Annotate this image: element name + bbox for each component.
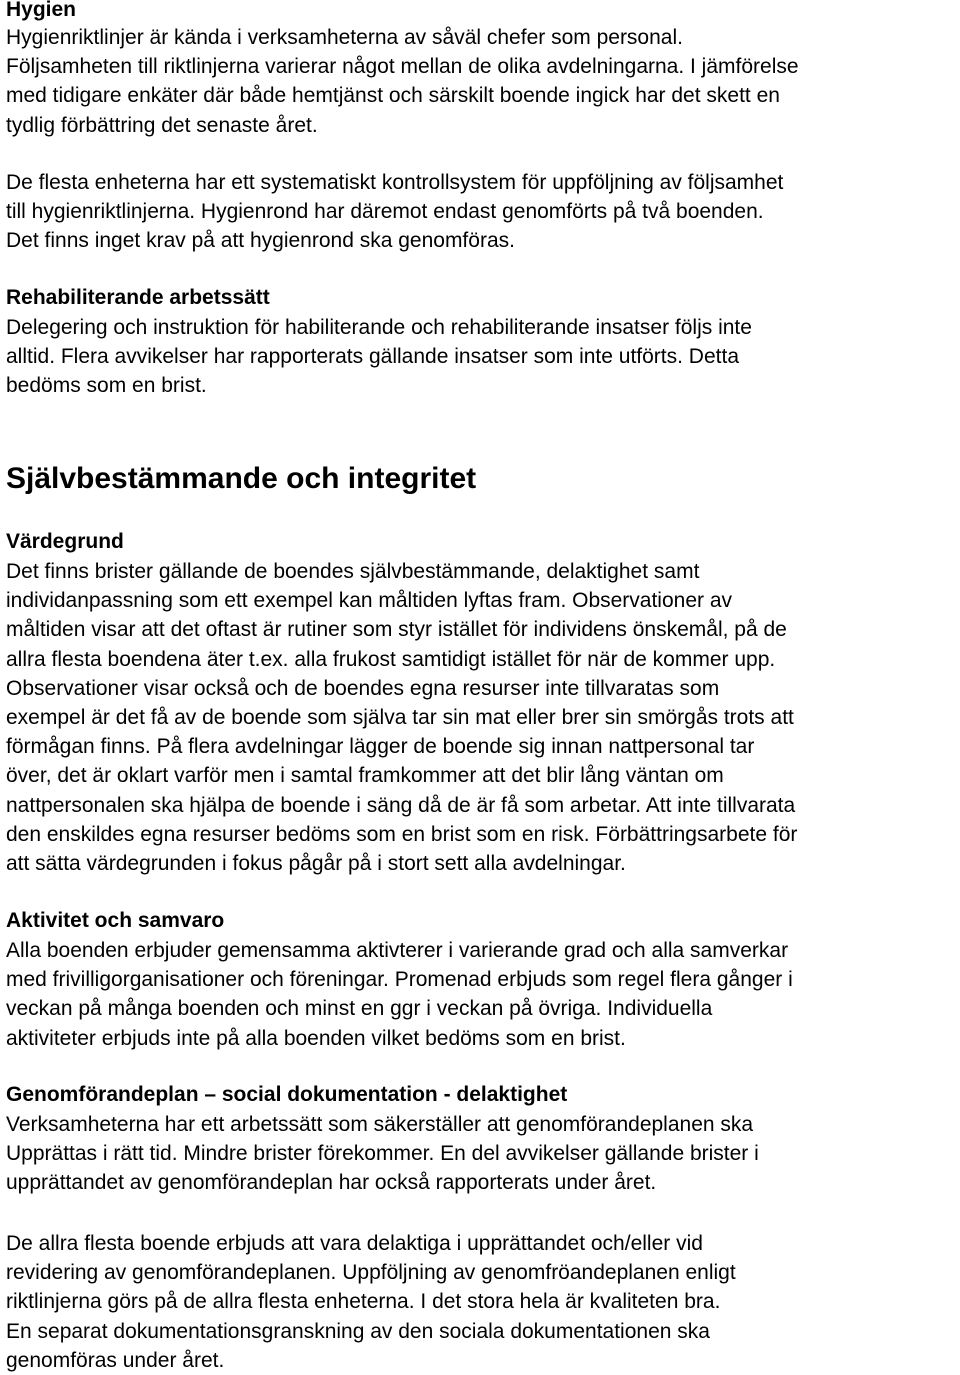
text-line: med tidigare enkäter där både hemtjänst och särskilt boende ingick har det skett en <box>6 84 780 108</box>
text-line: De flesta enheterna har ett systematiskt kontrollsystem för uppföljning av följsamhet <box>6 171 784 194</box>
section-heading-aktivitet: Aktivitet och samvaro <box>6 909 225 932</box>
text-line: att sätta värdegrunden i fokus pågår på i stort sett alla avdelningar. <box>6 852 626 876</box>
text-line: bedöms som en brist. <box>6 374 207 398</box>
text-line: Följsamheten till riktlinjerna varierar något mellan de olika avdelningarna. I jämförelse <box>6 55 799 79</box>
section-aktivitet <box>6 909 954 1053</box>
text-line: upprättandet av genomförandeplan har också rapporterats under året. <box>6 1171 657 1195</box>
text-line: revidering av genomförandeplanen. Uppföljning av genomfröandeplanen enligt <box>6 1261 736 1285</box>
paragraph-vardegrund-1 <box>6 557 954 878</box>
text-line: exempel är det få av de boende som själva tar sin mat eller brer sin smörgås trots att <box>6 706 794 730</box>
text-line: individanpassning som ett exempel kan måltiden lyftas fram. Observationer av <box>6 589 733 613</box>
section-heading-genomforande: Genomförandeplan – social dokumentation - delaktighet <box>6 1083 568 1106</box>
text-line: den enskildes egna resurser bedöms som en brist som en risk. Förbättringsarbete för <box>6 822 798 846</box>
text-line: Alla boenden erbjuder gemensamma aktivterer i varierande grad och alla samverkar <box>6 939 789 962</box>
section-heading-hygien: Hygien <box>6 0 77 21</box>
paragraph-hygien-1 <box>6 23 954 140</box>
section-hygien-cont <box>6 168 954 256</box>
paragraph-genomforande-1 <box>6 1110 954 1198</box>
text-line: En separat dokumentationsgranskning av den sociala dokumentationen ska <box>6 1319 710 1343</box>
paragraph-genomforande-2 <box>6 1229 954 1375</box>
text-line: till hygienriktlinjerna. Hygienrond har däremot endast genomförts på två boenden. <box>6 200 764 224</box>
text-line: nattpersonalen ska hjälpa de boende i säng då de är få som arbetar. Att inte tillvarata <box>6 793 796 817</box>
text-line: Upprättas i rätt tid. Mindre brister förekommer. En del avvikelser gällande brister i <box>6 1142 759 1166</box>
paragraph-rehab-1 <box>6 313 954 401</box>
text-line: De allra flesta boende erbjuds att vara delaktiga i upprättandet och/eller vid <box>6 1232 703 1255</box>
text-line: aktiviteter erbjuds inte på alla boenden vilket bedöms som en brist. <box>6 1026 626 1050</box>
text-line: riktlinjerna görs på de allra flesta enheterna. I det stora hela är kvaliteten bra. <box>6 1290 721 1314</box>
page-title: Självbestämmande och integritet <box>6 462 477 495</box>
text-line: Verksamheterna har ett arbetssätt som säkerställer att genomförandeplanen ska <box>6 1113 754 1136</box>
paragraph-hygien-2 <box>6 168 954 256</box>
section-genomforande-cont <box>6 1229 954 1375</box>
text-line: allra flesta boendena äter t.ex. alla frukost samtidigt istället för när de kommer upp. <box>6 647 776 671</box>
text-line: Delegering och instruktion för habiliterande och rehabiliterande insatser följs inte <box>6 316 752 339</box>
paragraph-aktivitet-1 <box>6 936 954 1053</box>
text-line: genomföras under året. <box>6 1348 225 1372</box>
text-line: förmågan finns. På flera avdelningar lägger de boende sig innan nattpersonal tar <box>6 735 755 759</box>
text-line: Det finns inget krav på att hygienrond ska genomföras. <box>6 229 515 253</box>
text-line: veckan på många boenden och minst en ggr i veckan på övriga. Individuella <box>6 997 713 1021</box>
section-genomforande <box>6 1083 954 1198</box>
text-line: måltiden visar att det oftast är rutiner som styr istället för individens önskemål, på de <box>6 618 787 642</box>
text-line: tydlig förbättring det senaste året. <box>6 113 318 137</box>
section-main-title <box>6 461 954 497</box>
section-rehab <box>6 286 954 401</box>
text-line: alltid. Flera avvikelser har rapporterats gällande insatser som inte utförts. Detta <box>6 345 740 369</box>
text-line: Hygienriktlinjer är kända i verksamheterna av såväl chefer som personal. <box>6 26 683 49</box>
text-line: Det finns brister gällande de boendes självbestämmande, delaktighet samt <box>6 560 700 583</box>
text-line: över, det är oklart varför men i samtal framkommer att det blir lång väntan om <box>6 764 724 788</box>
section-hygien <box>6 0 954 140</box>
section-vardegrund <box>6 530 954 878</box>
section-heading-vardegrund: Värdegrund <box>6 530 124 553</box>
section-heading-rehab: Rehabiliterande arbetssätt <box>6 286 270 309</box>
text-line: med frivilligorganisationer och föreningar. Promenad erbjuds som regel flera gånger i <box>6 968 793 992</box>
text-line: Observationer visar också och de boendes egna resurser inte tillvaratas som <box>6 676 720 700</box>
